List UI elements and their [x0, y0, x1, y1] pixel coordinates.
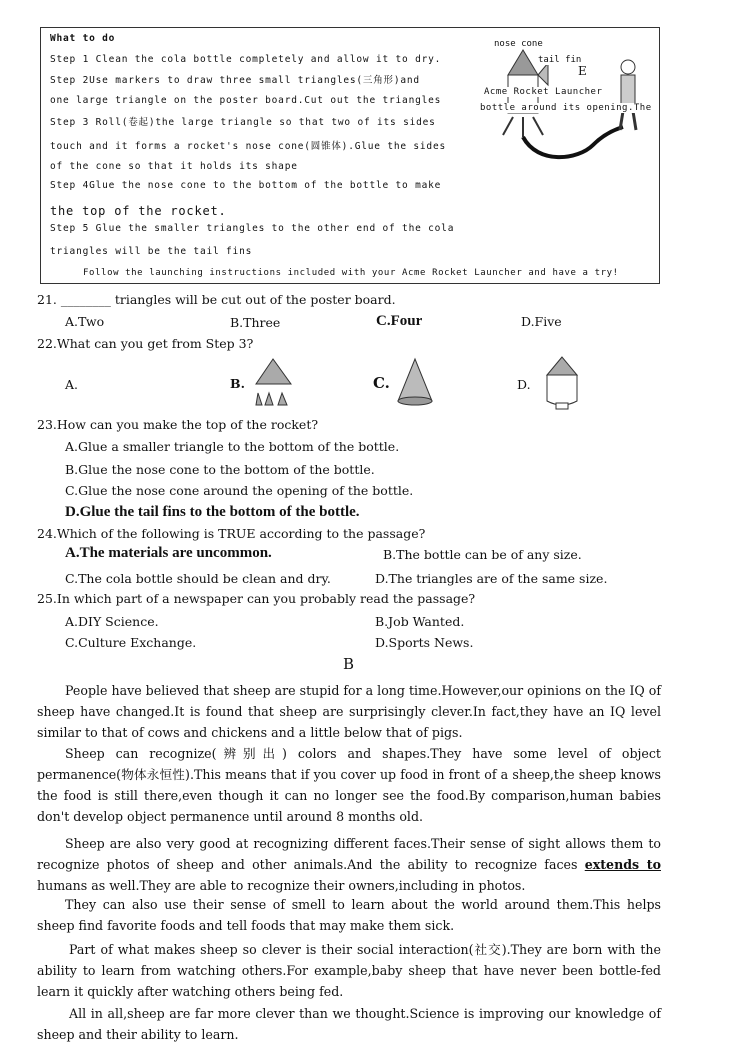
- instructions-heading: What to do: [50, 33, 116, 44]
- launch-hose: [523, 127, 623, 157]
- q24-option-c: C.The cola bottle should be clean and dry.: [65, 571, 331, 586]
- option-c-cone: [395, 357, 435, 409]
- step-3b: touch and it forms a rocket's nose cone(圆锥体).Glue the sides: [50, 141, 446, 152]
- passage-paragraph-3: Sheep are also very good at recognizing different faces.Their sense of sight allows them to recognize photos of sheep and other animals.And the ability to recognize faces extends to humans as well.They are able to recognize their owners,including in photos.: [37, 836, 661, 893]
- q21-option-c: C.Four: [376, 313, 423, 329]
- q25-option-d: D.Sports News.: [375, 635, 474, 650]
- q25-option-c: C.Culture Exchange.: [65, 635, 197, 650]
- q22-option-d: D.: [517, 377, 531, 392]
- q22-option-c: C.: [373, 374, 390, 392]
- underlined-phrase: extends to: [584, 857, 661, 872]
- q22-option-a: A.: [65, 377, 79, 392]
- passage-paragraph-2: Sheep can recognize(辨别出) colors and shapes.They have some level of object permanence(物体永恒性).This means that if you cover up food in front of a sheep,the sheep knows the food is still there,even though it can no longer see the food.By comparison,human babies don't develop object permanence until around 8 months old.: [37, 746, 661, 824]
- question-25: 25.In which part of a newspaper can you probably read the passage?: [37, 591, 476, 606]
- step-5b: triangles will be the tail fins: [50, 246, 253, 257]
- q23-option-b: B.Glue the nose cone to the bottom of the bottle.: [65, 462, 375, 477]
- label-acme: Acme Rocket Launcher: [484, 87, 603, 97]
- label-e: E: [578, 64, 587, 78]
- option-d-rocket: [542, 355, 582, 413]
- question-21: 21. ________ triangles will be cut out of the poster board.: [37, 292, 396, 307]
- passage-paragraph-6: All in all,sheep are far more clever than we thought.Science is improving our knowledge of sheep and their ability to learn.: [37, 1006, 661, 1042]
- q23-option-d: D.Glue the tail fins to the bottom of the bottle.: [65, 504, 360, 520]
- q24-option-b: B.The bottle can be of any size.: [383, 547, 582, 562]
- label-nose-cone: nose cone: [494, 39, 543, 49]
- step-4a: Step 4Glue the nose cone to the bottom of the bottle to make: [50, 180, 442, 191]
- question-22: 22.What can you get from Step 3?: [37, 336, 254, 351]
- q25-option-a: A.DIY Science.: [65, 614, 159, 629]
- step-5a: Step 5 Glue the smaller triangles to the other end of the cola: [50, 223, 455, 234]
- q21-option-a: A.Two: [65, 314, 105, 329]
- q24-option-d: D.The triangles are of the same size.: [375, 571, 608, 586]
- q25-option-b: B.Job Wanted.: [375, 614, 465, 629]
- person-body: [621, 75, 635, 105]
- q21-option-d: D.Five: [521, 314, 562, 329]
- step-3a: Step 3 Roll(卷起)the large triangle so that two of its sides: [50, 117, 436, 128]
- passage-b-label: B: [343, 655, 355, 673]
- label-bottle-opening: bottle around its opening.The: [480, 103, 652, 113]
- step-4b: the top of the rocket.: [50, 204, 227, 218]
- q21-option-b: B.Three: [230, 315, 281, 330]
- passage-paragraph-4: They can also use their sense of smell to learn about the world around them.This helps sheep find favorite foods and tell foods that may make them sick.: [37, 897, 661, 933]
- passage-paragraph-1: People have believed that sheep are stupid for a long time.However,our opinions on the IQ of sheep have changed.It is found that sheep are surprisingly clever.In fact,they have an IQ level similar to that of cows and chickens and a little below that of pigs.: [37, 683, 662, 740]
- q23-option-a: A.Glue a smaller triangle to the bottom of the bottle.: [65, 439, 400, 454]
- q24-option-a: A.The materials are uncommon.: [65, 545, 272, 561]
- instructions-footer: Follow the launching instructions included with your Acme Rocket Launcher and have a try!: [83, 268, 619, 278]
- label-tail-fin: tail fin: [538, 55, 582, 65]
- step-1: Step 1 Clean the cola bottle completely and allow it to dry.: [50, 54, 442, 65]
- step-3c: of the cone so that it holds its shape: [50, 161, 298, 172]
- nose-cone-shape: [508, 50, 538, 75]
- question-24: 24.Which of the following is TRUE according to the passage?: [37, 526, 426, 541]
- question-23: 23.How can you make the top of the rocket?: [37, 417, 319, 432]
- tail-fin-shape: [538, 63, 548, 85]
- person-head: [621, 60, 635, 74]
- q23-option-c: C.Glue the nose cone around the opening of the bottle.: [65, 483, 414, 498]
- passage-paragraph-5: Part of what makes sheep so clever is their social interaction(社交).They are born with the ability to learn from watching others.For example,baby sheep that have never been bottle-fed learn it quickly after watching others being fed.: [37, 942, 661, 999]
- step-2a: Step 2Use markers to draw three small triangles(三角形)and: [50, 75, 420, 86]
- step-2b: one large triangle on the poster board.Cut out the triangles: [50, 95, 442, 106]
- option-b-triangles: [254, 357, 294, 409]
- q22-option-b: B.: [230, 376, 245, 391]
